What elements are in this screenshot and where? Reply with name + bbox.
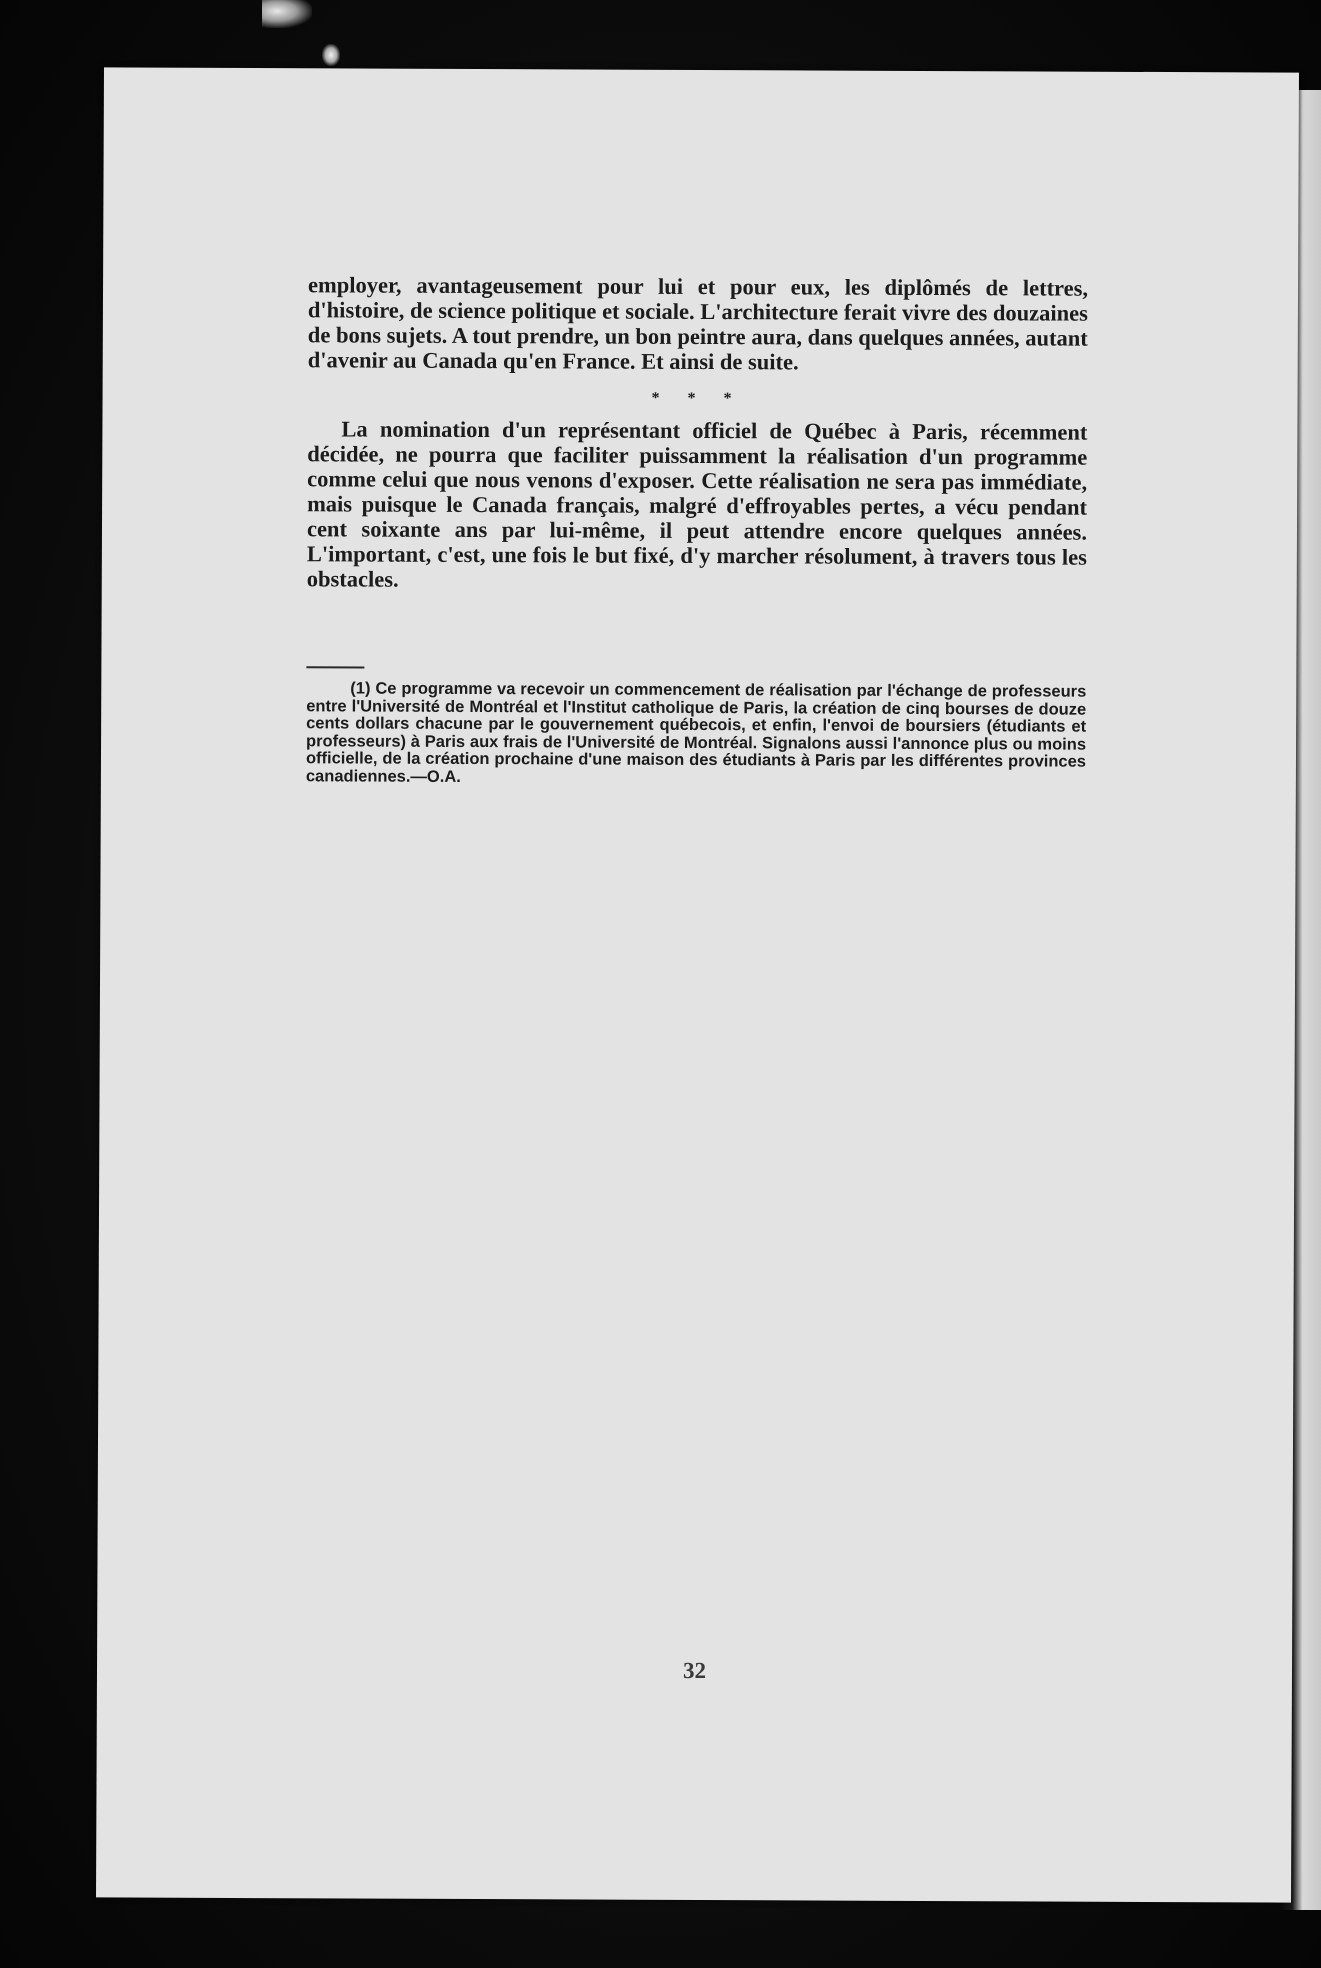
footnote-rule xyxy=(306,666,364,668)
footnote xyxy=(306,680,1086,789)
scan-artifact xyxy=(322,44,340,66)
footnote-text: (1) Ce programme va recevoir un commencement de réalisation par l'échange de professeurs entre l'Université de Montréal et l'Institut catholique de Paris, la création de cinq bourses de douze cents dollars chacune par le gouvernement québecois, et enfin, l'envoi de boursiers (étudiants et professeurs) à Paris aux frais de l'Université de Montréal. Signalons aussi l'annonce plus ou moins officielle, de la création prochaine d'une maison des étudiants à Paris par les différentes provinces canadiennes.—O.A. xyxy=(305,679,1087,786)
document-page xyxy=(96,67,1299,1902)
paragraph-1: employer, avantageusement pour lui et pour eux, les diplômés de lettres, d'histoire, de science politique et sociale. L'architecture ferait vivre des douzaines de bons sujets. A tout prendre, un bon peintre aura, dans quelques années, autant d'avenir au Canada qu'en France. Et ainsi de suite. xyxy=(307,272,1089,375)
scan-artifact xyxy=(262,0,312,28)
paragraph-2: La nomination d'un représentant officiel de Québec à Paris, récemment décidée, ne pourra que faciliter puissamment la réalisation d'un programme comme celui que nous venons d'exposer. Cette réalisation ne sera pas immédiate, mais puisque le Canada français, malgré d'effroyables pertes, a vécu pendant cent soixante ans par lui-même, il peut attendre encore quelques années. L'important, c'est, une fois le but fixé, d'y marcher résolument, à travers tous les obstacles. xyxy=(306,416,1088,592)
body-text xyxy=(307,272,1088,594)
page-number: 32 xyxy=(682,1657,707,1684)
section-separator: * * * xyxy=(651,389,744,408)
